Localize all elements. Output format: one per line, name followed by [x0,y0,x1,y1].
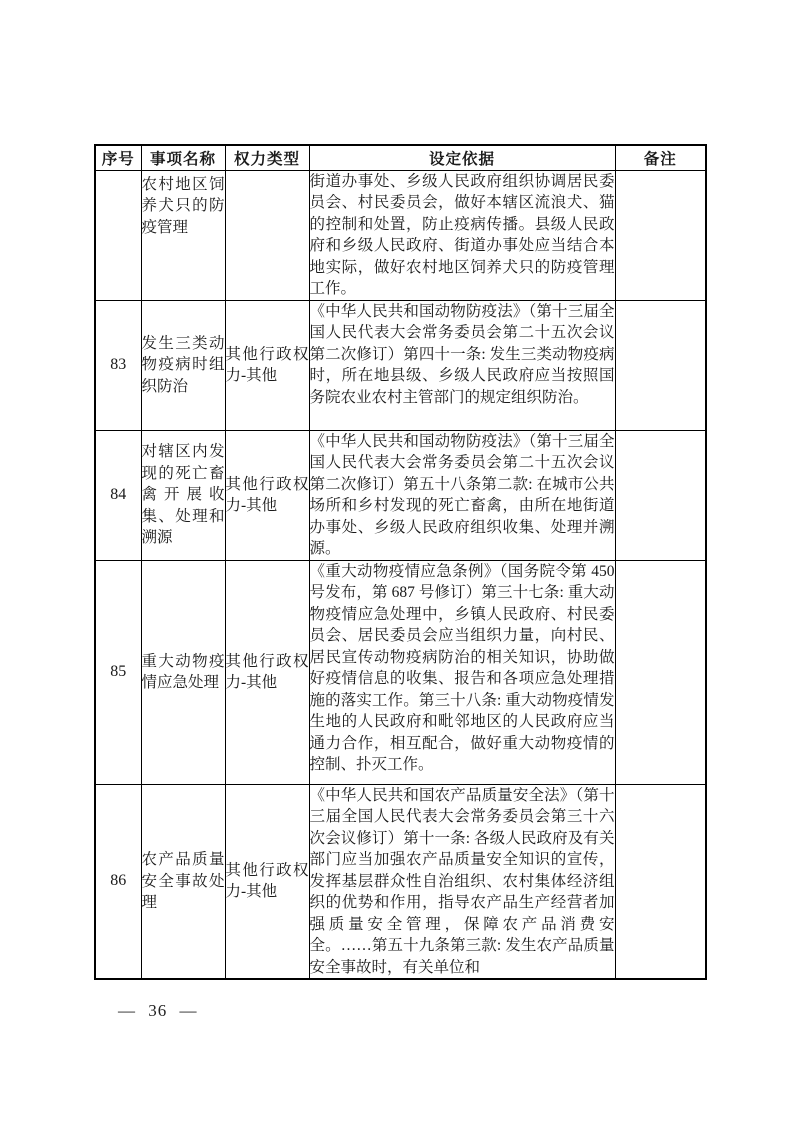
cell-seq: 85 [95,560,141,784]
cell-power-type: 其他行政权力-其他 [225,560,309,784]
cell-seq: 84 [95,430,141,560]
cell-basis: 《重大动物疫情应急条例》（国务院令第 450 号发布，第 687 号修订）第三十七条: 重大动物疫情应急处理中，乡镇人民政府、村民委员会、居民委员会应当组织力量，向村民、居民宣传动物疫病防治的相关知识，协助做好疫情信息的收集、报告和各项应急处理措施的落实工作。第三十八条: 重大动物疫情发生地的人民政府和毗邻地区的人民政府应当通力合作，相互配合，做好重大动物疫情的控制、扑灭工作。 [309,560,615,784]
cell-seq [95,170,141,300]
cell-seq: 86 [95,784,141,979]
cell-item-name: 对辖区内发现的死亡畜禽开展收集、处理和溯源 [141,430,225,560]
cell-remark [615,784,706,979]
cell-item-name: 发生三类动物疫病时组织防治 [141,300,225,430]
cell-power-type: 其他行政权力-其他 [225,300,309,430]
header-basis: 设定依据 [309,145,615,170]
table-row-85 [95,560,706,784]
cell-basis: 街道办事处、乡级人民政府组织协调居民委员会、村民委员会，做好本辖区流浪犬、猫的控制和处置，防止疫病传播。县级人民政府和乡级人民政府、街道办事处应当结合本地实际，做好农村地区饲养犬只的防疫管理工作。 [309,170,615,300]
cell-remark [615,430,706,560]
table-header-row [95,145,706,170]
table-row-84 [95,430,706,560]
table-row-continuation [95,170,706,300]
table-row-83 [95,300,706,430]
page-number: — 36 — [118,1001,198,1020]
header-remark: 备注 [615,145,706,170]
cell-remark [615,300,706,430]
cell-basis: 《中华人民共和国动物防疫法》（第十三届全国人民代表大会常务委员会第二十五次会议第二次修订）第四十一条: 发生三类动物疫病时，所在地县级、乡级人民政府应当按照国务院农业农村主管部门的规定组织防治。 [309,300,615,430]
header-item-name: 事项名称 [141,145,225,170]
power-items-table [94,144,707,980]
table-row-86 [95,784,706,979]
cell-power-type: 其他行政权力-其他 [225,430,309,560]
cell-item-name: 农产品质量安全事故处理 [141,784,225,979]
cell-basis: 《中华人民共和国农产品质量安全法》（第十三届全国人民代表大会常务委员会第三十六次会议修订）第十一条: 各级人民政府及有关部门应当加强农产品质量安全知识的宣传，发挥基层群众性自治组织、农村集体经济组织的优势和作用，指导农产品生产经营者加强质量安全管理，保障农产品消费安全。……第五十九条第三款: 发生农产品质量安全事故时，有关单位和 [309,784,615,979]
cell-power-type [225,170,309,300]
cell-remark [615,560,706,784]
header-seq: 序号 [95,145,141,170]
cell-basis: 《中华人民共和国动物防疫法》（第十三届全国人民代表大会常务委员会第二十五次会议第二次修订）第五十八条第二款: 在城市公共场所和乡村发现的死亡畜禽，由所在地街道办事处、乡级人民政府组织收集、处理并溯源。 [309,430,615,560]
cell-remark [615,170,706,300]
header-power-type: 权力类型 [225,145,309,170]
cell-seq: 83 [95,300,141,430]
cell-item-name: 重大动物疫情应急处理 [141,560,225,784]
cell-item-name: 农村地区饲养犬只的防疫管理 [141,170,225,300]
cell-power-type: 其他行政权力-其他 [225,784,309,979]
